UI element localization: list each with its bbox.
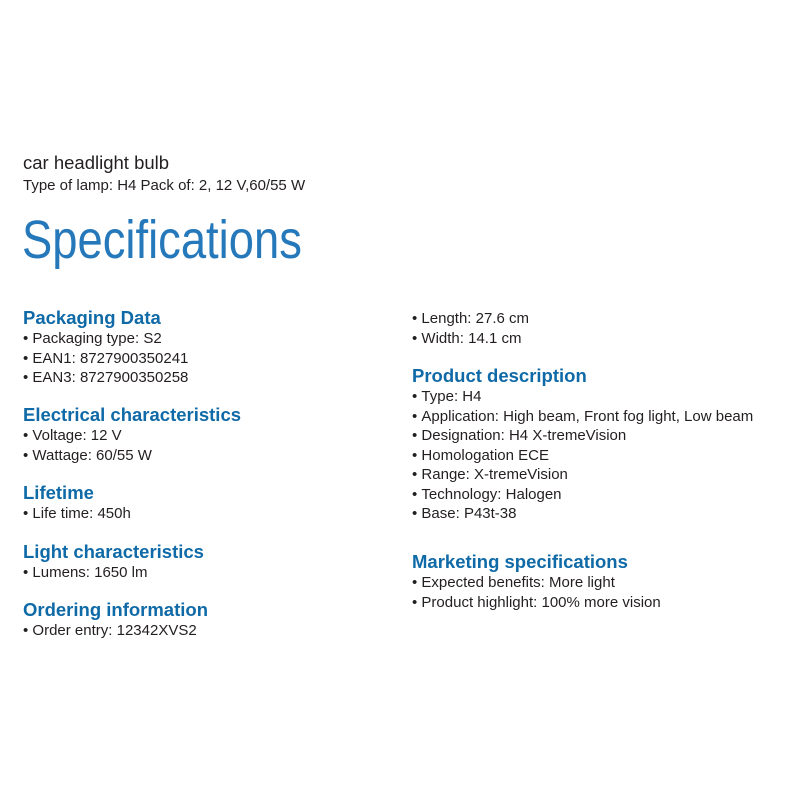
list-item: • Life time: 450h [23, 504, 131, 524]
list-item: • Application: High beam, Front fog light, Low beam [412, 407, 753, 427]
section-heading: Product description [412, 365, 587, 386]
list-item: • Packaging type: S2 [23, 329, 188, 349]
spec-list [412, 309, 529, 348]
list-item: • Product highlight: 100% more vision [412, 593, 661, 613]
list-item: • Homologation ECE [412, 446, 753, 466]
list-item: • Order entry: 12342XVS2 [23, 621, 208, 641]
section-packaging-data [23, 307, 188, 388]
list-item: • Width: 14.1 cm [412, 329, 529, 349]
page-title: Specifications [22, 210, 302, 270]
section-heading: Ordering information [23, 599, 208, 620]
section-heading: Marketing specifications [412, 551, 628, 572]
spec-list [412, 573, 661, 612]
section-marketing-specifications [412, 551, 661, 612]
product-name: car headlight bulb [23, 152, 170, 173]
list-item: • EAN1: 8727900350241 [23, 349, 188, 369]
spec-list [23, 563, 204, 583]
list-item: • Length: 27.6 cm [412, 309, 529, 329]
section-product-description [412, 365, 753, 524]
section-heading: Packaging Data [23, 307, 161, 328]
list-item: • EAN3: 8727900350258 [23, 368, 188, 388]
list-item: • Lumens: 1650 lm [23, 563, 204, 583]
list-item: • Expected benefits: More light [412, 573, 661, 593]
spec-list [23, 621, 208, 641]
section-light-characteristics [23, 541, 204, 583]
section-heading: Lifetime [23, 482, 94, 503]
section-heading: Electrical characteristics [23, 404, 242, 425]
list-item: • Base: P43t-38 [412, 504, 753, 524]
list-item: • Type: H4 [412, 387, 753, 407]
spec-list [412, 387, 753, 524]
list-item: • Designation: H4 X-tremeVision [412, 426, 753, 446]
spec-list [23, 426, 241, 465]
spec-list [23, 329, 188, 388]
list-item: • Voltage: 12 V [23, 426, 241, 446]
section-ordering-information [23, 599, 208, 641]
section-dimensions [412, 309, 529, 348]
section-lifetime [23, 482, 131, 524]
section-heading: Light characteristics [23, 541, 204, 562]
spec-list [23, 504, 131, 524]
list-item: • Wattage: 60/55 W [23, 446, 241, 466]
product-subtitle: Type of lamp: H4 Pack of: 2, 12 V,60/55 W [23, 177, 306, 194]
list-item: • Range: X-tremeVision [412, 465, 753, 485]
list-item: • Technology: Halogen [412, 485, 753, 505]
section-electrical-characteristics [23, 404, 241, 465]
